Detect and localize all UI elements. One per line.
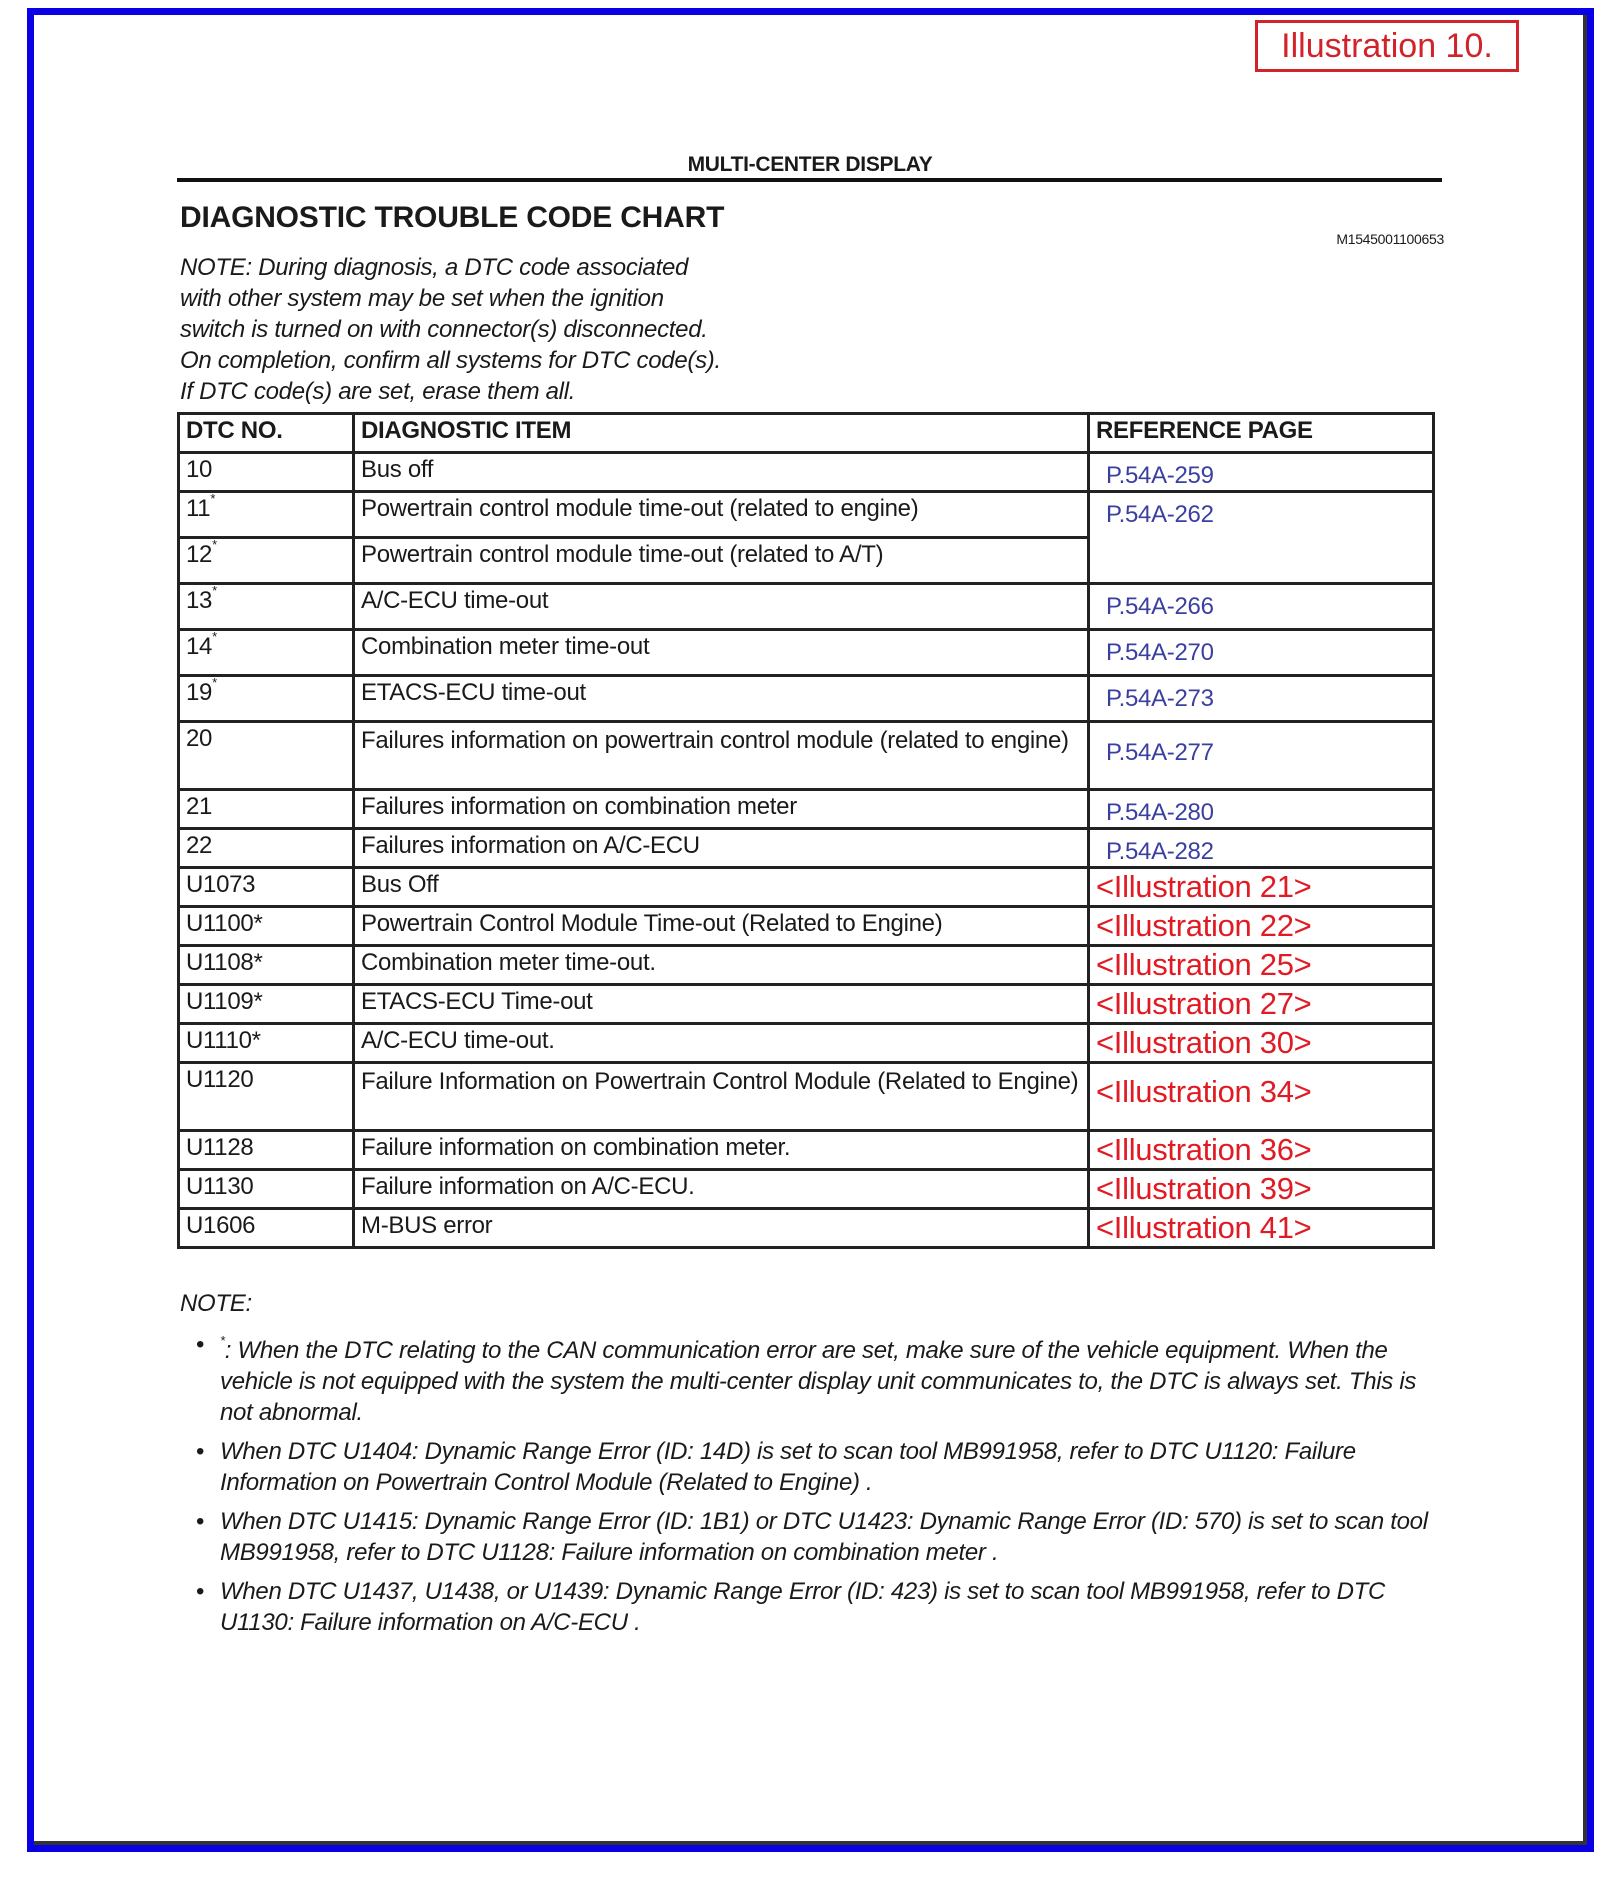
dtc-code: U1073	[179, 868, 354, 907]
reference-cell	[1089, 1209, 1434, 1248]
reference-cell	[1089, 985, 1434, 1024]
dtc-code: U1109*	[179, 985, 354, 1024]
asterisk-marker: *	[212, 675, 217, 690]
dtc-code: U1100*	[179, 907, 354, 946]
table-row	[179, 829, 1434, 868]
table-row	[179, 1024, 1434, 1063]
reference-link[interactable]: P.54A-262	[1106, 501, 1214, 528]
illustration-link[interactable]: <Illustration 27>	[1096, 986, 1312, 1021]
dtc-code: 21	[179, 790, 354, 829]
reference-link[interactable]: P.54A-259	[1106, 462, 1214, 489]
header-rule	[177, 178, 1442, 182]
diagnostic-item: Combination meter time-out	[354, 630, 1089, 676]
reference-link[interactable]: P.54A-282	[1106, 838, 1214, 865]
table-row	[179, 1063, 1434, 1131]
diagnostic-item: Failures information on combination meter	[354, 790, 1089, 829]
section-header: MULTI-CENTER DISPLAY	[687, 153, 933, 176]
bullet-icon: •	[196, 1438, 205, 1465]
column-header-reference-page: REFERENCE PAGE	[1089, 414, 1434, 453]
asterisk-marker: *	[210, 491, 216, 506]
dtc-code: 13*	[179, 584, 354, 630]
table-row	[179, 907, 1434, 946]
bottom-notes	[180, 1288, 1440, 1646]
note-item: • When DTC U1404: Dynamic Range Error (ID: 14D) is set to scan tool MB991958, refer to DTC U1120: Failure Information on Powertrain Control Module (Related to Engine) .	[196, 1438, 1356, 1496]
table-row	[179, 492, 1434, 538]
asterisk-marker: *	[220, 1333, 225, 1348]
illustration-link[interactable]: <Illustration 22>	[1096, 908, 1312, 943]
note-item: • When DTC U1415: Dynamic Range Error (ID: 1B1) or DTC U1423: Dynamic Range Error (ID: 570) is set to scan tool MB991958, refer to DTC U1128: Failure information on combination meter .	[196, 1508, 1428, 1566]
table-row	[179, 1170, 1434, 1209]
diagnostic-item: Powertrain Control Module Time-out (Related to Engine)	[354, 907, 1089, 946]
diagnostic-item: A/C-ECU time-out	[354, 584, 1089, 630]
illustration-link[interactable]: <Illustration 41>	[1096, 1210, 1312, 1245]
dtc-code: 11*	[179, 492, 354, 538]
notes-list	[180, 1329, 1440, 1638]
reference-cell	[1089, 1024, 1434, 1063]
table-row	[179, 676, 1434, 722]
reference-cell	[1089, 946, 1434, 985]
diagnostic-item: Powertrain control module time-out (related to engine)	[354, 492, 1089, 538]
table-row	[179, 584, 1434, 630]
reference-cell	[1089, 1131, 1434, 1170]
dtc-code: 19*	[179, 676, 354, 722]
diagnostic-item: ETACS-ECU time-out	[354, 676, 1089, 722]
diagnostic-item: Failures information on powertrain control module (related to engine)	[354, 722, 1089, 790]
diagnostic-item: M-BUS error	[354, 1209, 1089, 1248]
diagnostic-item: Failure information on combination meter.	[354, 1131, 1089, 1170]
note-line: switch is turned on with connector(s) disconnected.	[180, 316, 708, 343]
dtc-code: 10	[179, 453, 354, 492]
table-row	[179, 868, 1434, 907]
note-item: • *: When the DTC relating to the CAN communication error are set, make sure of the vehicle equipment. When the vehicle is not equipped with the system the multi-center display unit communicates to, the DTC is always set. This is not abnormal.	[196, 1331, 1417, 1426]
asterisk-marker: *	[212, 537, 217, 552]
illustration-link[interactable]: <Illustration 36>	[1096, 1132, 1312, 1167]
column-header-dtc-no: DTC NO.	[179, 414, 354, 453]
reference-cell	[1089, 1063, 1434, 1131]
reference-link[interactable]: P.54A-273	[1106, 685, 1214, 712]
reference-link[interactable]: P.54A-270	[1106, 639, 1214, 666]
diagnostic-item: A/C-ECU time-out.	[354, 1024, 1089, 1063]
reference-link[interactable]: P.54A-280	[1106, 799, 1214, 826]
asterisk-marker: *	[212, 583, 217, 598]
dtc-code: 14*	[179, 630, 354, 676]
table-row	[179, 1209, 1434, 1248]
bullet-icon: •	[196, 1508, 205, 1535]
table-row	[179, 1131, 1434, 1170]
dtc-code: U1606	[179, 1209, 354, 1248]
illustration-link[interactable]: <Illustration 30>	[1096, 1025, 1312, 1060]
reference-cell	[1089, 868, 1434, 907]
note-line: If DTC code(s) are set, erase them all.	[180, 378, 576, 405]
note-line: with other system may be set when the ignition	[180, 285, 664, 312]
illustration-link[interactable]: <Illustration 34>	[1096, 1074, 1312, 1109]
column-header-diagnostic-item: DIAGNOSTIC ITEM	[354, 414, 1089, 453]
document-id: M1545001100653	[1336, 231, 1444, 247]
reference-cell	[1089, 453, 1434, 492]
diagnostic-item: Failure Information on Powertrain Control Module (Related to Engine)	[354, 1063, 1089, 1131]
diagnostic-item: Failure information on A/C-ECU.	[354, 1170, 1089, 1209]
bullet-icon: •	[196, 1578, 205, 1605]
dtc-code: 12*	[179, 538, 354, 584]
reference-cell	[1089, 676, 1434, 722]
reference-link[interactable]: P.54A-266	[1106, 593, 1214, 620]
reference-cell	[1089, 722, 1434, 790]
illustration-link[interactable]: <Illustration 39>	[1096, 1171, 1312, 1206]
table-row	[179, 722, 1434, 790]
table-row	[179, 790, 1434, 829]
note-line: NOTE: During diagnosis, a DTC code associated	[180, 254, 689, 281]
dtc-code: U1110*	[179, 1024, 354, 1063]
page-title: DIAGNOSTIC TROUBLE CODE CHART	[180, 201, 725, 234]
reference-cell	[1089, 790, 1434, 829]
diagnostic-item: Bus off	[354, 453, 1089, 492]
table-row	[179, 985, 1434, 1024]
dtc-table	[177, 412, 1435, 1249]
dtc-code: U1108*	[179, 946, 354, 985]
illustration-link[interactable]: <Illustration 25>	[1096, 947, 1312, 982]
reference-cell	[1089, 1170, 1434, 1209]
diagnostic-item: Powertrain control module time-out (related to A/T)	[354, 538, 1089, 584]
reference-link[interactable]: P.54A-277	[1106, 739, 1214, 766]
illustration-link[interactable]: <Illustration 21>	[1096, 869, 1312, 904]
diagnostic-item: Bus Off	[354, 868, 1089, 907]
note-item: • When DTC U1437, U1438, or U1439: Dynamic Range Error (ID: 423) is set to scan tool MB991958, refer to DTC U1130: Failure information on A/C-ECU .	[196, 1578, 1386, 1636]
diagnostic-item: Failures information on A/C-ECU	[354, 829, 1089, 868]
reference-cell	[1089, 907, 1434, 946]
table-row	[179, 453, 1434, 492]
reference-cell	[1089, 584, 1434, 630]
reference-cell	[1089, 492, 1434, 584]
dtc-code: 20	[179, 722, 354, 790]
dtc-code: U1128	[179, 1131, 354, 1170]
table-row	[179, 630, 1434, 676]
dtc-code: U1130	[179, 1170, 354, 1209]
notes-heading: NOTE:	[180, 1290, 252, 1317]
note-line: On completion, confirm all systems for DTC code(s).	[180, 347, 721, 374]
table-row	[179, 946, 1434, 985]
top-note	[180, 252, 721, 407]
dtc-code: 22	[179, 829, 354, 868]
diagnostic-item: ETACS-ECU Time-out	[354, 985, 1089, 1024]
reference-cell	[1089, 829, 1434, 868]
bullet-icon: •	[196, 1331, 205, 1358]
dtc-code: U1120	[179, 1063, 354, 1131]
illustration-label: Illustration 10.	[1255, 20, 1519, 72]
reference-cell	[1089, 630, 1434, 676]
diagnostic-item: Combination meter time-out.	[354, 946, 1089, 985]
table-header-row	[179, 414, 1434, 453]
asterisk-marker: *	[212, 629, 217, 644]
